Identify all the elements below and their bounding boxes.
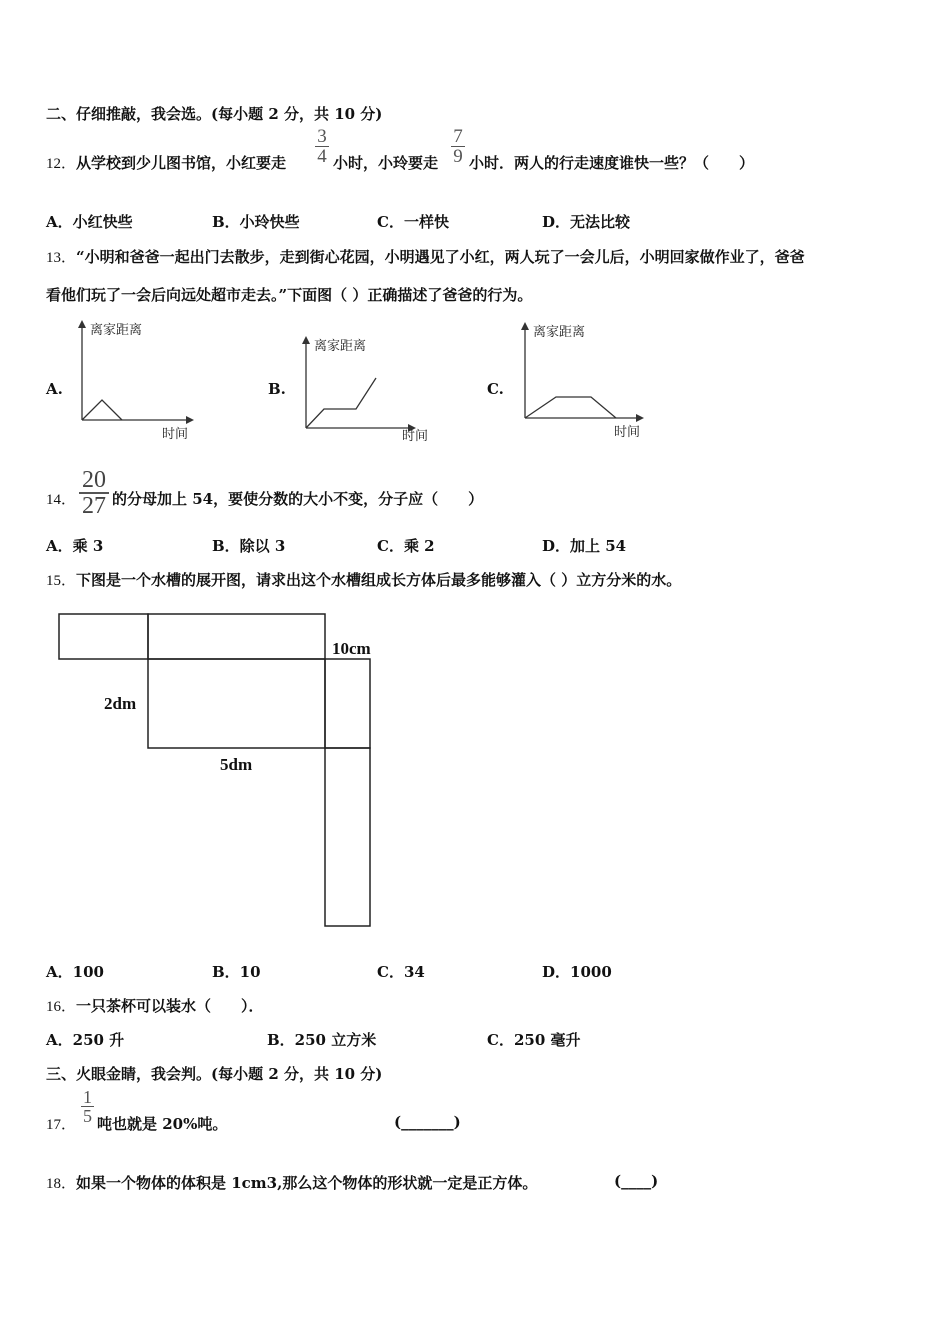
fraction-denominator: 4	[317, 146, 327, 167]
option-a[interactable]: A．乘 3	[46, 537, 104, 555]
tank-net-diagram	[50, 605, 390, 935]
fraction-numerator: 1	[83, 1087, 92, 1107]
question-text: 小时，小玲要走	[333, 154, 439, 172]
answer-blank[interactable]: (____)	[614, 1172, 659, 1190]
answer-blank[interactable]: (_______)	[394, 1113, 461, 1131]
option-c[interactable]: C．一样快	[377, 213, 449, 231]
graph-c	[514, 318, 664, 446]
question-14-number	[46, 488, 76, 509]
x-axis-label: 时间	[614, 425, 641, 440]
option-b[interactable]: B．小玲快些	[212, 213, 300, 231]
label-2dm: 2dm	[104, 694, 137, 713]
question-text: 如果一个物体的体积是 1cm3,那么这个物体的形状就一定是正方体。	[76, 1174, 538, 1192]
fraction-denominator: 5	[83, 1106, 92, 1126]
question-16	[46, 995, 264, 1016]
fraction-3-4	[315, 127, 329, 166]
section-heading: 三、火眼金睛，我会判。(每小题 2 分，共 10 分)	[46, 1065, 383, 1083]
option-c[interactable]: C．乘 2	[377, 537, 435, 555]
option-d[interactable]: D．加上 54	[542, 537, 627, 555]
option-b[interactable]: B．10	[212, 963, 261, 981]
question-text: “小明和爸爸一起出门去散步，走到街心花园，小明遇见了小红，两人玩了一会儿后，小明回家做作业了，爸爸	[76, 248, 805, 266]
question-15	[46, 569, 681, 590]
label-5dm: 5dm	[220, 755, 253, 774]
option-a[interactable]: A．250 升	[46, 1031, 125, 1049]
question-17-number	[46, 1113, 76, 1134]
question-text: 下图是一个水槽的展开图，请求出这个水槽组成长方体后最多能够灌入（ ）立方分米的水。	[76, 571, 682, 589]
question-text: 从学校到少儿图书馆，小红要走	[76, 154, 287, 172]
graph-b-label[interactable]: B.	[268, 380, 286, 398]
fraction-1-5	[81, 1088, 94, 1125]
label-10cm: 10cm	[332, 639, 371, 658]
question-text: 的分母加上 54，要使分数的大小不变，分子应（ ）	[112, 490, 484, 508]
question-number: 18．	[46, 1176, 77, 1192]
x-axis-label: 时间	[162, 427, 189, 442]
question-text: 小时．两人的行走速度谁快一些？（ ）	[469, 154, 755, 172]
y-axis-label: 离家距离	[314, 339, 367, 354]
y-axis-label: 离家距离	[90, 323, 143, 338]
graph-b	[296, 332, 446, 444]
question-text: 吨也就是 20%吨。	[97, 1115, 228, 1133]
question-number: 15．	[46, 573, 77, 589]
option-b[interactable]: B．250 立方米	[267, 1031, 377, 1049]
graph-a	[70, 318, 210, 446]
fraction-denominator: 27	[82, 493, 106, 519]
graph-c-label[interactable]: C.	[487, 380, 504, 398]
question-number: 14．	[46, 492, 77, 508]
question-number: 17．	[46, 1117, 77, 1133]
question-13	[46, 246, 805, 267]
question-number: 13．	[46, 250, 77, 266]
option-c[interactable]: C．34	[377, 963, 425, 981]
option-d[interactable]: D．无法比较	[542, 213, 631, 231]
fraction-20-27	[79, 468, 109, 518]
option-c[interactable]: C．250 毫升	[487, 1031, 581, 1049]
question-number: 12．	[46, 156, 77, 172]
question-number: 16．	[46, 999, 77, 1015]
y-axis-label: 离家距离	[533, 325, 586, 340]
fraction-numerator: 7	[453, 126, 463, 147]
question-12	[46, 152, 286, 173]
section-heading: 二、仔细推敲，我会选。(每小题 2 分，共 10 分)	[46, 105, 383, 123]
option-a[interactable]: A．小红快些	[46, 213, 133, 231]
option-b[interactable]: B．除以 3	[212, 537, 286, 555]
fraction-denominator: 9	[453, 146, 463, 167]
option-a[interactable]: A．100	[46, 963, 104, 981]
option-d[interactable]: D．1000	[542, 963, 612, 981]
graph-a-label[interactable]: A.	[46, 380, 63, 398]
question-text: 一只茶杯可以装水（ ）．	[76, 997, 264, 1015]
fraction-numerator: 20	[82, 467, 106, 493]
fraction-7-9	[451, 127, 465, 166]
question-text: 看他们玩了一会后向远处超市走去。”下面图（ ）正确描述了爸爸的行为。	[46, 286, 533, 304]
x-axis-label: 时间	[402, 429, 429, 444]
fraction-numerator: 3	[317, 126, 327, 147]
question-18	[46, 1172, 537, 1193]
